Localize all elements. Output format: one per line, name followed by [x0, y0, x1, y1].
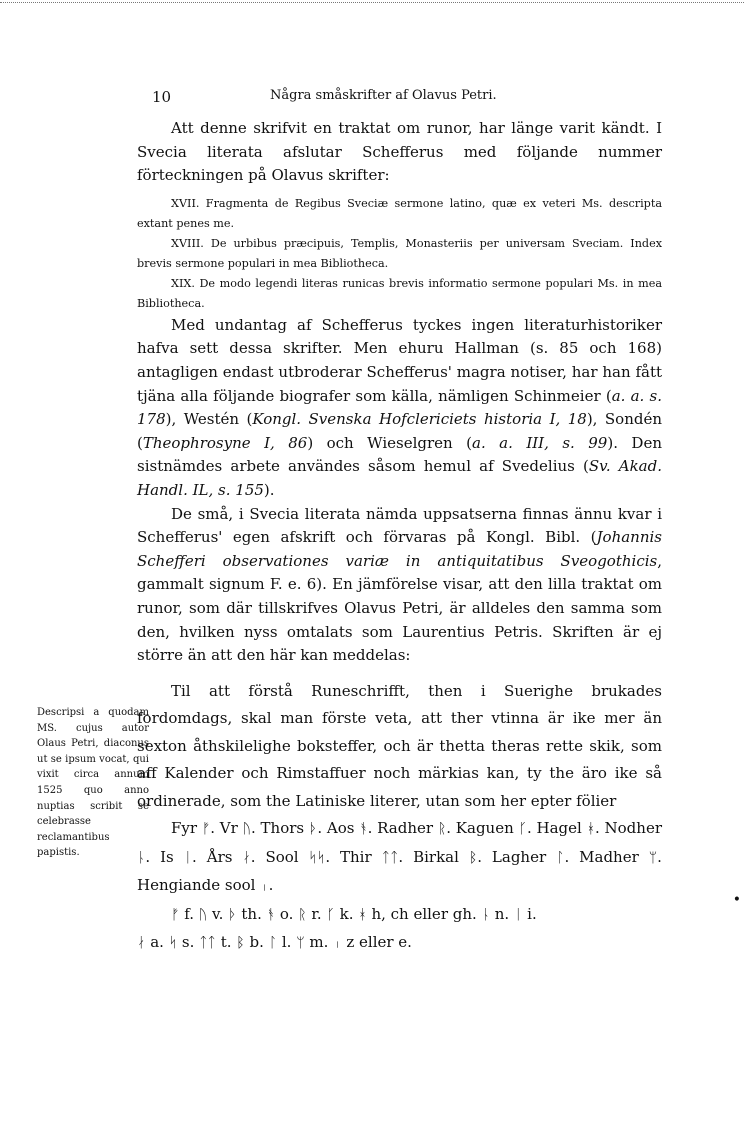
citation-ref: Johannis Schefferi observationes variæ in antiquitatibus Sveogothicis	[137, 528, 662, 570]
rune-value-entry: ᚬ o.	[266, 904, 294, 923]
rune-name-entry: Hengiande sool ᛧ.	[137, 876, 274, 895]
rune-name-entry: Kaguen ᚴ.	[455, 819, 537, 838]
text-run: , gammalt signum F. e. 6). En jämförelse visar, att den lilla traktat om runor, som där tillskrifves Olavus Petri, är alldeles den samma som den, hvilken nyss omtalats som Laurentius Petris. Skriften är ej större än att den här kan meddelas:	[137, 551, 662, 665]
rune-value-entry: ᚱ r.	[298, 904, 322, 923]
rune-value-entry: ᚢ v.	[198, 904, 224, 923]
rune-value-entry: ᚴ k.	[326, 904, 354, 923]
rune-value-entry: ᛘ m.	[296, 933, 329, 952]
rune-name-entry: Vr ᚢ.	[219, 819, 261, 838]
rune-glyph: ᛏᛏ	[199, 935, 216, 952]
rune-glyph: ᛁ	[513, 906, 523, 923]
rune-name-entry: Thors ᚦ.	[260, 819, 327, 838]
citation-ref: Theophrosyne I, 86	[142, 433, 308, 452]
rune-value-entry: ᚿ n.	[481, 904, 510, 923]
rune-glyph: ᛅ	[242, 849, 251, 866]
rune-glyph: ᚬ	[359, 821, 368, 838]
rune-glyph: ᚠ	[201, 821, 211, 838]
rune-value-entry: ᚠ f.	[171, 904, 194, 923]
top-dotted-rule	[0, 2, 744, 3]
running-header	[152, 88, 672, 112]
rune-glyph: ᛧ	[260, 878, 269, 895]
rune-name-entry: Lagher ᛚ.	[491, 847, 580, 866]
rune-glyph: ᚴ	[326, 906, 335, 923]
rune-value-entry: ᚼ h, ch eller gh.	[358, 904, 477, 923]
margin-dot: •	[732, 892, 741, 908]
rune-value-entry: ᛁ i.	[513, 904, 537, 923]
text-run: ) och Wieselgren (	[307, 433, 472, 452]
rune-glyph: ᚴ	[518, 821, 527, 838]
rune-glyph: ᚢ	[198, 906, 208, 923]
text-run: ). Den sistnämdes arbete användes såsom hemul af Svedelius (	[137, 433, 663, 476]
rune-name-entry: Thir ᛏᛏ.	[340, 847, 414, 866]
manuscript-paragraph	[137, 503, 662, 668]
rune-glyph: ᚦ	[228, 906, 237, 923]
rune-glyph: ᛒ	[468, 849, 478, 866]
page-number: 10	[152, 88, 172, 106]
rune-name-entry: Birkal ᛒ.	[413, 847, 492, 866]
rune-glyph: ᛚ	[268, 935, 278, 952]
rune-glyph: ᚠ	[171, 906, 180, 923]
main-text	[137, 117, 662, 958]
intro-paragraph: Att denne skrifvit en traktat om runor, har länge varit kändt. I Svecia literata afslutar Schefferus med följande nummer förteckningen på Olavus skrifter:	[137, 119, 662, 185]
rune-value-entry: ᛒ b.	[236, 933, 264, 952]
rune-value-entry: ᛏᛏ t.	[199, 933, 232, 952]
text-run: ), Westén (	[165, 410, 253, 429]
rune-glyph: ᚱ	[298, 906, 307, 923]
rune-glyph: ᚼ	[586, 821, 595, 838]
margin-note: Descripsi a quodam MS. cujus autor Olaus Petri, diaconus ut se ipsum vocat, qui vixit circa annum 1525 quo anno nuptias scribit se celebrasse reclamantibus papistis.	[37, 707, 149, 859]
rune-value-list	[137, 901, 662, 958]
rune-glyph: ᛚ	[556, 849, 565, 866]
citation-ref: Sv. Akad. Handl. IL, s. 155	[137, 457, 662, 499]
rune-glyph: ᛋ	[168, 935, 178, 952]
text-run: ), Sondén (	[137, 410, 663, 452]
rune-name-entry: Fyr ᚠ.	[171, 819, 220, 838]
rune-glyph: ᚼ	[358, 906, 367, 923]
citation-ref: a. a. III, s. 99	[472, 433, 608, 452]
running-title: Några småskrifter af Olavus Petri.	[270, 88, 497, 103]
rune-name-entry: Is ᛁ.	[160, 847, 207, 866]
rune-glyph: ᛁ	[183, 849, 193, 866]
rune-glyph: ᛒ	[236, 935, 245, 952]
rune-glyph: ᛅ	[137, 935, 146, 952]
rune-value-entry: ᚦ th.	[228, 904, 262, 923]
rune-glyph: ᛏᛏ	[381, 849, 399, 866]
text-run: De små, i Svecia literata nämda uppsatserna finnas ännu kvar i Schefferus' egen afskrift och förvaras på Kongl. Bibl. (	[137, 504, 662, 547]
rune-name-entry: Sool ᛋᛋ.	[265, 847, 341, 866]
rune-name-entry: Madher ᛘ.	[579, 847, 662, 866]
rune-name-entry: Hagel ᚼ.	[536, 819, 605, 838]
rune-name-entry: Aos ᚬ.	[326, 819, 378, 838]
catalogue-entry-xix: XIX. De modo legendi literas runicas brevis informatio sermone populari Ms. in mea Bibliotheca.	[137, 276, 662, 310]
rune-name-entry: Års ᛅ.	[206, 847, 266, 866]
rune-glyph: ᛘ	[648, 849, 658, 866]
rune-glyph: ᚿ	[481, 906, 490, 923]
rune-glyph: ᚬ	[266, 906, 276, 923]
rune-glyph: ᚦ	[308, 821, 318, 838]
rune-glyph: ᛧ	[333, 935, 342, 952]
rune-glyph: ᚢ	[242, 821, 251, 838]
catalogue-entry-xviii: XVIII. De urbibus præcipuis, Templis, Monasteriis per universam Sveciam. Index brevis sermone populari in mea Bibliotheca.	[137, 236, 662, 270]
rune-name-entry: Radher ᚱ.	[377, 819, 456, 838]
literature-paragraph	[137, 314, 662, 503]
rune-value-entry: ᛚ l.	[268, 933, 292, 952]
text-run: ).	[263, 480, 275, 499]
catalogue-entry-xvii: XVII. Fragmenta de Regibus Sveciæ sermone latino, quæ ex veteri Ms. descripta extant penes me.	[137, 196, 662, 230]
rune-glyph: ᚱ	[437, 821, 447, 838]
rune-value-entry: ᛅ a.	[137, 933, 164, 952]
rune-glyph: ᛋᛋ	[308, 849, 326, 866]
citation-ref: a. a. s. 178	[137, 386, 662, 429]
rune-name-entry: Nodher ᚿ.	[137, 819, 662, 866]
quoted-rune-treatise: Til att förstå Runeschrifft, then i Suerighe brukades fordomdags, skal man förste veta, att ther vtinna är ike mer än sexton åthskilelighe boksteffer, och är thetta theras rette skik, som aff Kalender och Rimstaffuer noch märkias kan, ty the äro ike så ordinerade, som the Latiniske literer, utan som her epter fölier	[137, 681, 662, 810]
text-run: Med undantag af Schefferus tyckes ingen literaturhistoriker hafva sett dessa skrifter. Men ehuru Hallman (s. 85 och 168) antagligen endast utbroderar Schefferus' magra notiser, har han fått tjäna alla följande biografer som källa, nämligen Schinmeier (	[137, 315, 662, 405]
rune-value-entry: ᛋ s.	[168, 933, 195, 952]
rune-glyph: ᛘ	[296, 935, 305, 952]
rune-value-entry: ᛧ z eller e.	[333, 933, 412, 952]
rune-name-list	[137, 815, 662, 901]
citation-ref: Kongl. Svenska Hofclericiets historia I, 18	[252, 410, 587, 429]
rune-glyph: ᚿ	[137, 849, 146, 866]
